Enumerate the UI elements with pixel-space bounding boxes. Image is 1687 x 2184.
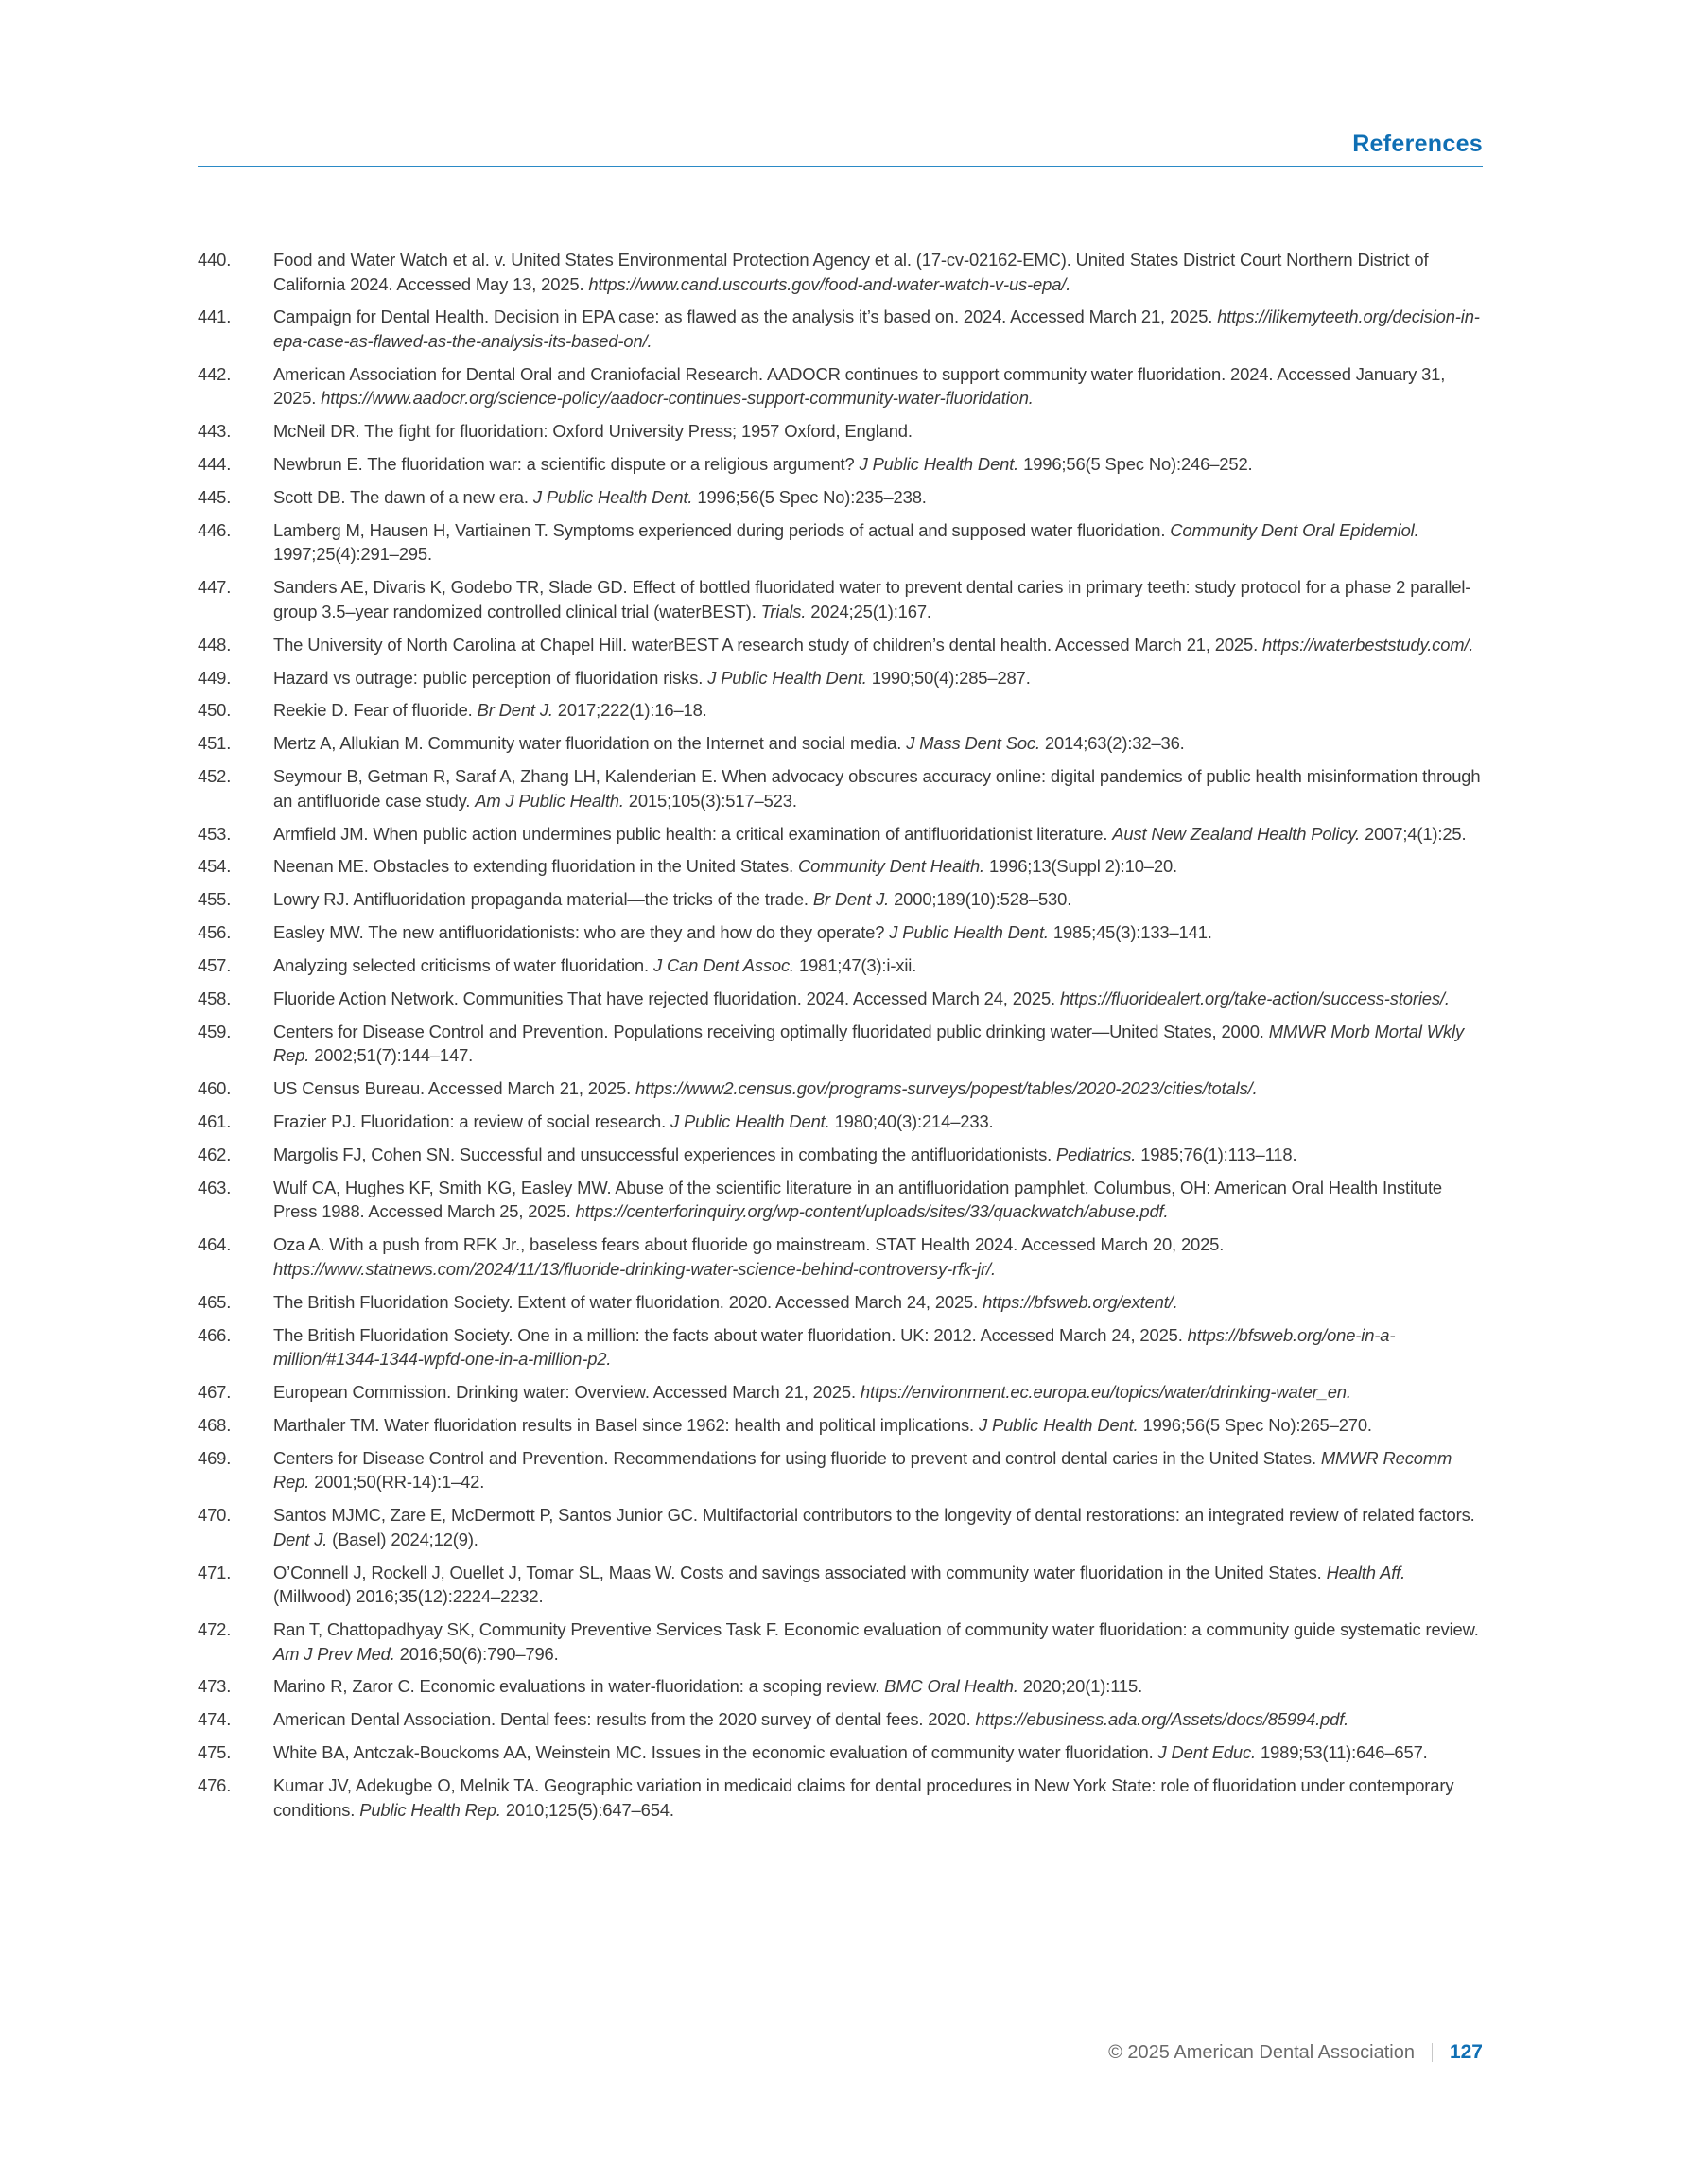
- reference-segment: Easley MW. The new antifluoridationists: who are they and how do they operate?: [273, 922, 890, 943]
- reference-segment: 2007;4(1):25.: [1360, 823, 1467, 844]
- reference-number: 444.: [198, 454, 232, 475]
- reference-segment: Lamberg M, Hausen H, Vartiainen T. Symptoms experienced during periods of actual and supposed water fluoridation.: [273, 519, 1171, 540]
- reference-number: 469.: [198, 1447, 232, 1468]
- reference-segment: Centers for Disease Control and Prevention. Populations receiving optimally fluoridated public drinking water—United States, 2000.: [273, 1021, 1269, 1041]
- reference-item: [198, 1561, 1486, 1609]
- reference-segment: 2001;50(RR-14):1–42.: [309, 1472, 485, 1493]
- reference-segment: White BA, Antczak-Bouckoms AA, Weinstein MC. Issues in the economic evaluation of community water fluoridation.: [273, 1742, 1158, 1763]
- reference-text: [273, 1076, 1486, 1101]
- reference-item: [198, 987, 1486, 1011]
- reference-text: [273, 362, 1486, 411]
- reference-item: [198, 698, 1486, 723]
- reference-segment: Reekie D. Fear of fluoride.: [273, 700, 478, 721]
- journal-title: J Public Health Dent.: [707, 667, 867, 688]
- reference-item: [198, 485, 1486, 510]
- reference-url: https://www.statnews.com/2024/11/13/fluoride-drinking-water-science-behind-controversy-rfk-jr/.: [273, 1258, 996, 1279]
- journal-title: J Public Health Dent.: [859, 454, 1019, 475]
- reference-number: 448.: [198, 634, 232, 655]
- reference-number: 475.: [198, 1742, 232, 1763]
- reference-segment: Marthaler TM. Water fluoridation results in Basel since 1962: health and political implications.: [273, 1414, 979, 1435]
- reference-segment: 1996;13(Suppl 2):10–20.: [984, 856, 1177, 877]
- reference-item: [198, 1773, 1486, 1822]
- reference-text: [273, 1446, 1486, 1494]
- reference-segment: Scott DB. The dawn of a new era.: [273, 486, 533, 507]
- page-number: 127: [1449, 2041, 1483, 2063]
- reference-number: 473.: [198, 1676, 232, 1697]
- reference-segment: Seymour B, Getman R, Saraf A, Zhang LH, Kalenderian E. When advocacy obscures accuracy online: digital pandemics of public health misinformation through an antifluoride case study.: [273, 766, 1481, 811]
- reference-segment: Marino R, Zaror C. Economic evaluations in water-fluoridation: a scoping review.: [273, 1676, 885, 1697]
- reference-text: [273, 1176, 1486, 1224]
- reference-segment: 1996;56(5 Spec No):246–252.: [1018, 454, 1253, 475]
- reference-number: 463.: [198, 1177, 232, 1197]
- reference-text: [273, 1020, 1486, 1068]
- journal-title: J Public Health Dent.: [889, 922, 1049, 943]
- journal-title: Community Dent Health.: [797, 856, 985, 877]
- reference-segment: Hazard vs outrage: public perception of fluoridation risks.: [273, 667, 708, 688]
- reference-item: [198, 1232, 1486, 1281]
- reference-number: 446.: [198, 519, 232, 540]
- journal-title: J Dent Educ.: [1157, 1742, 1257, 1763]
- reference-url: https://centerforinquiry.org/wp-content/uploads/sites/33/quackwatch/abuse.pdf.: [575, 1201, 1169, 1222]
- reference-number: 467.: [198, 1382, 232, 1403]
- reference-text: [273, 666, 1486, 690]
- reference-text: [273, 698, 1486, 723]
- journal-title: MMWR Recomm Rep.: [273, 1447, 1452, 1493]
- reference-segment: 1980;40(3):214–233.: [829, 1111, 994, 1132]
- reference-segment: O’Connell J, Rockell J, Ouellet J, Tomar SL, Maas W. Costs and savings associated with community water fluoridation in the United States.: [273, 1562, 1327, 1582]
- reference-segment: Food and Water Watch et al. v. United States Environmental Protection Agency et al. (17-cv-02162-EMC). United States District Court Northern District of California 2024. Accessed May 13, 2025.: [273, 250, 1429, 294]
- reference-item: [198, 1290, 1486, 1315]
- reference-number: 458.: [198, 988, 232, 1009]
- copyright-text: © 2025 American Dental Association: [1108, 2041, 1415, 2063]
- reference-segment: 1981;47(3):i-xii.: [794, 955, 917, 976]
- reference-text: [273, 731, 1486, 756]
- reference-text: [273, 1413, 1486, 1438]
- reference-url: https://www2.census.gov/programs-surveys/popest/tables/2020-2023/cities/totals/.: [635, 1078, 1258, 1099]
- reference-text: [273, 518, 1486, 567]
- reference-text: [273, 854, 1486, 879]
- reference-segment: 1989;53(11):646–657.: [1256, 1742, 1428, 1763]
- journal-title: Am J Public Health.: [475, 790, 624, 811]
- reference-text: [273, 633, 1486, 657]
- reference-segment: 2010;125(5):647–654.: [500, 1799, 674, 1820]
- reference-number: 441.: [198, 306, 232, 327]
- reference-item: [198, 1707, 1486, 1732]
- reference-segment: Kumar JV, Adekugbe O, Melnik TA. Geographic variation in medicaid claims for dental procedures in New York State: role of fluoridation under contemporary conditions.: [273, 1775, 1454, 1820]
- reference-text: [273, 822, 1486, 847]
- reference-text: [273, 1323, 1486, 1372]
- footer-divider: [1432, 2043, 1433, 2062]
- reference-segment: Newbrun E. The fluoridation war: a scientific dispute or a religious argument?: [273, 454, 860, 475]
- journal-title: Br Dent J.: [477, 700, 553, 721]
- reference-segment: The University of North Carolina at Chapel Hill. waterBEST A research study of children’s dental health. Accessed March 21, 2025.: [273, 634, 1262, 655]
- reference-number: 456.: [198, 922, 232, 943]
- reference-segment: Centers for Disease Control and Prevention. Recommendations for using fluoride to prevent and control dental caries in the United States.: [273, 1447, 1321, 1468]
- reference-segment: Wulf CA, Hughes KF, Smith KG, Easley MW. Abuse of the scientific literature in an antifluoridation pamphlet. Columbus, OH: American Oral Health Institute Press 1988. Accessed March 25, 2025.: [273, 1177, 1443, 1222]
- journal-title: J Can Dent Assoc.: [652, 955, 795, 976]
- reference-segment: Fluoride Action Network. Communities That have rejected fluoridation. 2024. Accessed March 24, 2025.: [273, 988, 1060, 1009]
- reference-item: [198, 1143, 1486, 1167]
- journal-title: Pediatrics.: [1056, 1144, 1137, 1165]
- reference-item: [198, 248, 1486, 296]
- reference-segment: American Association for Dental Oral and Craniofacial Research. AADOCR continues to support community water fluoridation. 2024. Accessed January 31, 2025.: [273, 363, 1446, 409]
- reference-segment: Armfield JM. When public action undermines public health: a critical examination of antifluoridationist literature.: [273, 823, 1113, 844]
- reference-item: [198, 1413, 1486, 1438]
- reference-segment: Oza A. With a push from RFK Jr., baseless fears about fluoride go mainstream. STAT Health 2024. Accessed March 20, 2025.: [273, 1234, 1225, 1255]
- reference-number: 468.: [198, 1414, 232, 1435]
- reference-item: [198, 1446, 1486, 1494]
- reference-text: [273, 764, 1486, 812]
- journal-title: Aust New Zealand Health Policy.: [1112, 823, 1361, 844]
- reference-segment: 1985;45(3):133–141.: [1048, 922, 1212, 943]
- reference-item: [198, 452, 1486, 477]
- journal-title: Am J Prev Med.: [273, 1643, 395, 1664]
- reference-number: 447.: [198, 577, 232, 598]
- reference-text: [273, 1740, 1486, 1765]
- reference-segment: European Commission. Drinking water: Overview. Accessed March 21, 2025.: [273, 1382, 861, 1403]
- journal-title: BMC Oral Health.: [884, 1676, 1018, 1697]
- reference-number: 470.: [198, 1505, 232, 1526]
- reference-segment: (Millwood) 2016;35(12):2224–2232.: [273, 1586, 544, 1607]
- reference-text: [273, 1773, 1486, 1822]
- reference-text: [273, 305, 1486, 353]
- reference-item: [198, 1380, 1486, 1405]
- reference-segment: 2020;20(1):115.: [1017, 1676, 1143, 1697]
- reference-number: 452.: [198, 766, 232, 787]
- journal-title: Trials.: [760, 601, 807, 621]
- reference-item: [198, 920, 1486, 945]
- reference-number: 440.: [198, 250, 232, 270]
- reference-url: https://bfsweb.org/extent/.: [983, 1291, 1178, 1312]
- reference-segment: The British Fluoridation Society. One in a million: the facts about water fluoridation. UK: 2012. Accessed March 24, 2025.: [273, 1324, 1188, 1345]
- reference-item: [198, 666, 1486, 690]
- reference-item: [198, 731, 1486, 756]
- reference-item: [198, 1503, 1486, 1551]
- reference-number: 472.: [198, 1619, 232, 1639]
- reference-segment: 2016;50(6):790–796.: [394, 1643, 559, 1664]
- journal-title: Dent J.: [273, 1529, 328, 1549]
- reference-text: [273, 485, 1486, 510]
- reference-number: 464.: [198, 1234, 232, 1255]
- reference-url: https://www.aadocr.org/science-policy/aadocr-continues-support-community-water-fluoridation.: [321, 388, 1034, 409]
- reference-text: [273, 1561, 1486, 1609]
- reference-number: 457.: [198, 955, 232, 976]
- reference-segment: Sanders AE, Divaris K, Godebo TR, Slade GD. Effect of bottled fluoridated water to prevent dental caries in primary teeth: study protocol for a phase 2 parallel-group 3.5–year randomized controlled clinical trial (waterBEST).: [273, 577, 1471, 621]
- reference-text: [273, 1290, 1486, 1315]
- reference-number: 455.: [198, 889, 232, 910]
- reference-number: 466.: [198, 1324, 232, 1345]
- reference-url: https://ebusiness.ada.org/Assets/docs/85994.pdf.: [975, 1709, 1349, 1730]
- reference-segment: American Dental Association. Dental fees: results from the 2020 survey of dental fees. 2020.: [273, 1709, 976, 1730]
- reference-segment: Ran T, Chattopadhyay SK, Community Preventive Services Task F. Economic evaluation of community water fluoridation: a community guide systematic review.: [273, 1619, 1479, 1639]
- reference-text: [273, 452, 1486, 477]
- reference-item: [198, 633, 1486, 657]
- reference-text: [273, 887, 1486, 912]
- reference-item: [198, 822, 1486, 847]
- journal-title: MMWR Morb Mortal Wkly Rep.: [273, 1021, 1464, 1066]
- reference-item: [198, 1617, 1486, 1666]
- journal-title: J Public Health Dent.: [532, 486, 693, 507]
- reference-text: [273, 419, 1486, 444]
- reference-segment: US Census Bureau. Accessed March 21, 2025.: [273, 1078, 636, 1099]
- reference-segment: 1997;25(4):291–295.: [273, 544, 432, 565]
- reference-item: [198, 1109, 1486, 1134]
- journal-title: Health Aff.: [1326, 1562, 1406, 1582]
- reference-number: 459.: [198, 1021, 232, 1041]
- reference-segment: 2000;189(10):528–530.: [889, 889, 1072, 910]
- journal-title: Br Dent J.: [812, 889, 890, 910]
- reference-number: 445.: [198, 486, 232, 507]
- journal-title: Community Dent Oral Epidemiol.: [1170, 519, 1419, 540]
- reference-segment: Santos MJMC, Zare E, McDermott P, Santos Junior GC. Multifactorial contributors to the longevity of dental restorations: an integrated review of related factors.: [273, 1505, 1475, 1526]
- reference-text: [273, 1617, 1486, 1666]
- reference-text: [273, 1232, 1486, 1281]
- reference-text: [273, 1503, 1486, 1551]
- reference-text: [273, 1109, 1486, 1134]
- reference-segment: 1990;50(4):285–287.: [866, 667, 1031, 688]
- reference-number: 461.: [198, 1111, 232, 1132]
- reference-number: 449.: [198, 667, 232, 688]
- reference-number: 465.: [198, 1291, 232, 1312]
- reference-item: [198, 764, 1486, 812]
- reference-segment: 2014;63(2):32–36.: [1039, 733, 1185, 754]
- reference-segment: Lowry RJ. Antifluoridation propaganda material—the tricks of the trade.: [273, 889, 813, 910]
- reference-item: [198, 1674, 1486, 1699]
- reference-number: 454.: [198, 856, 232, 877]
- journal-title: J Public Health Dent.: [978, 1414, 1139, 1435]
- reference-number: 460.: [198, 1078, 232, 1099]
- journal-title: Public Health Rep.: [359, 1799, 501, 1820]
- section-title: References: [1352, 131, 1483, 157]
- reference-item: [198, 1323, 1486, 1372]
- reference-number: 474.: [198, 1709, 232, 1730]
- reference-item: [198, 518, 1486, 567]
- reference-number: 442.: [198, 363, 232, 384]
- reference-list: [198, 248, 1486, 1830]
- header-divider: [198, 166, 1483, 167]
- reference-segment: 1996;56(5 Spec No):265–270.: [1138, 1414, 1372, 1435]
- reference-item: [198, 1076, 1486, 1101]
- reference-number: 451.: [198, 733, 232, 754]
- reference-url: https://waterbeststudy.com/.: [1262, 634, 1474, 655]
- reference-url: https://fluoridealert.org/take-action/success-stories/.: [1059, 988, 1450, 1009]
- page-footer: [1108, 2041, 1483, 2064]
- reference-number: 471.: [198, 1562, 232, 1582]
- reference-url: https://environment.ec.europa.eu/topics/water/drinking-water_en.: [860, 1382, 1351, 1403]
- reference-segment: Margolis FJ, Cohen SN. Successful and unsuccessful experiences in combating the antifluoridationists.: [273, 1144, 1057, 1165]
- reference-segment: The British Fluoridation Society. Extent of water fluoridation. 2020. Accessed March 24, 2025.: [273, 1291, 983, 1312]
- journal-title: J Public Health Dent.: [670, 1111, 830, 1132]
- reference-item: [198, 953, 1486, 978]
- reference-item: [198, 362, 1486, 411]
- reference-number: 450.: [198, 700, 232, 721]
- reference-segment: 1996;56(5 Spec No):235–238.: [692, 486, 927, 507]
- reference-item: [198, 575, 1486, 623]
- reference-text: [273, 1143, 1486, 1167]
- reference-number: 453.: [198, 823, 232, 844]
- reference-number: 462.: [198, 1144, 232, 1165]
- reference-text: [273, 248, 1486, 296]
- reference-segment: 2017;222(1):16–18.: [552, 700, 707, 721]
- reference-text: [273, 920, 1486, 945]
- reference-item: [198, 887, 1486, 912]
- reference-segment: Analyzing selected criticisms of water fluoridation.: [273, 955, 653, 976]
- reference-item: [198, 1176, 1486, 1224]
- reference-item: [198, 305, 1486, 353]
- reference-item: [198, 854, 1486, 879]
- reference-segment: 2002;51(7):144–147.: [309, 1045, 474, 1066]
- reference-url: https://www.cand.uscourts.gov/food-and-water-watch-v-us-epa/.: [588, 273, 1071, 294]
- reference-segment: Mertz A, Allukian M. Community water fluoridation on the Internet and social media.: [273, 733, 907, 754]
- reference-url: https://bfsweb.org/one-in-a-million/#1344-1344-wpfd-one-in-a-million-p2.: [273, 1324, 1396, 1370]
- reference-number: 476.: [198, 1775, 232, 1796]
- reference-text: [273, 953, 1486, 978]
- reference-url: https://ilikemyteeth.org/decision-in-epa-case-as-flawed-as-the-analysis-its-based-on/.: [273, 306, 1480, 351]
- reference-text: [273, 575, 1486, 623]
- reference-segment: 2024;25(1):167.: [806, 601, 931, 621]
- reference-segment: (Basel) 2024;12(9).: [327, 1529, 478, 1549]
- reference-text: [273, 1674, 1486, 1699]
- reference-segment: Frazier PJ. Fluoridation: a review of social research.: [273, 1111, 671, 1132]
- journal-title: J Mass Dent Soc.: [906, 733, 1040, 754]
- reference-segment: 2015;105(3):517–523.: [623, 790, 797, 811]
- reference-item: [198, 419, 1486, 444]
- reference-segment: McNeil DR. The fight for fluoridation: Oxford University Press; 1957 Oxford, England.: [273, 421, 913, 442]
- reference-text: [273, 987, 1486, 1011]
- reference-segment: Campaign for Dental Health. Decision in EPA case: as flawed as the analysis it’s based on. 2024. Accessed March 21, 2025.: [273, 306, 1218, 327]
- reference-text: [273, 1380, 1486, 1405]
- reference-number: 443.: [198, 421, 232, 442]
- reference-item: [198, 1740, 1486, 1765]
- reference-text: [273, 1707, 1486, 1732]
- reference-segment: Neenan ME. Obstacles to extending fluoridation in the United States.: [273, 856, 798, 877]
- reference-segment: 1985;76(1):113–118.: [1136, 1144, 1297, 1165]
- reference-item: [198, 1020, 1486, 1068]
